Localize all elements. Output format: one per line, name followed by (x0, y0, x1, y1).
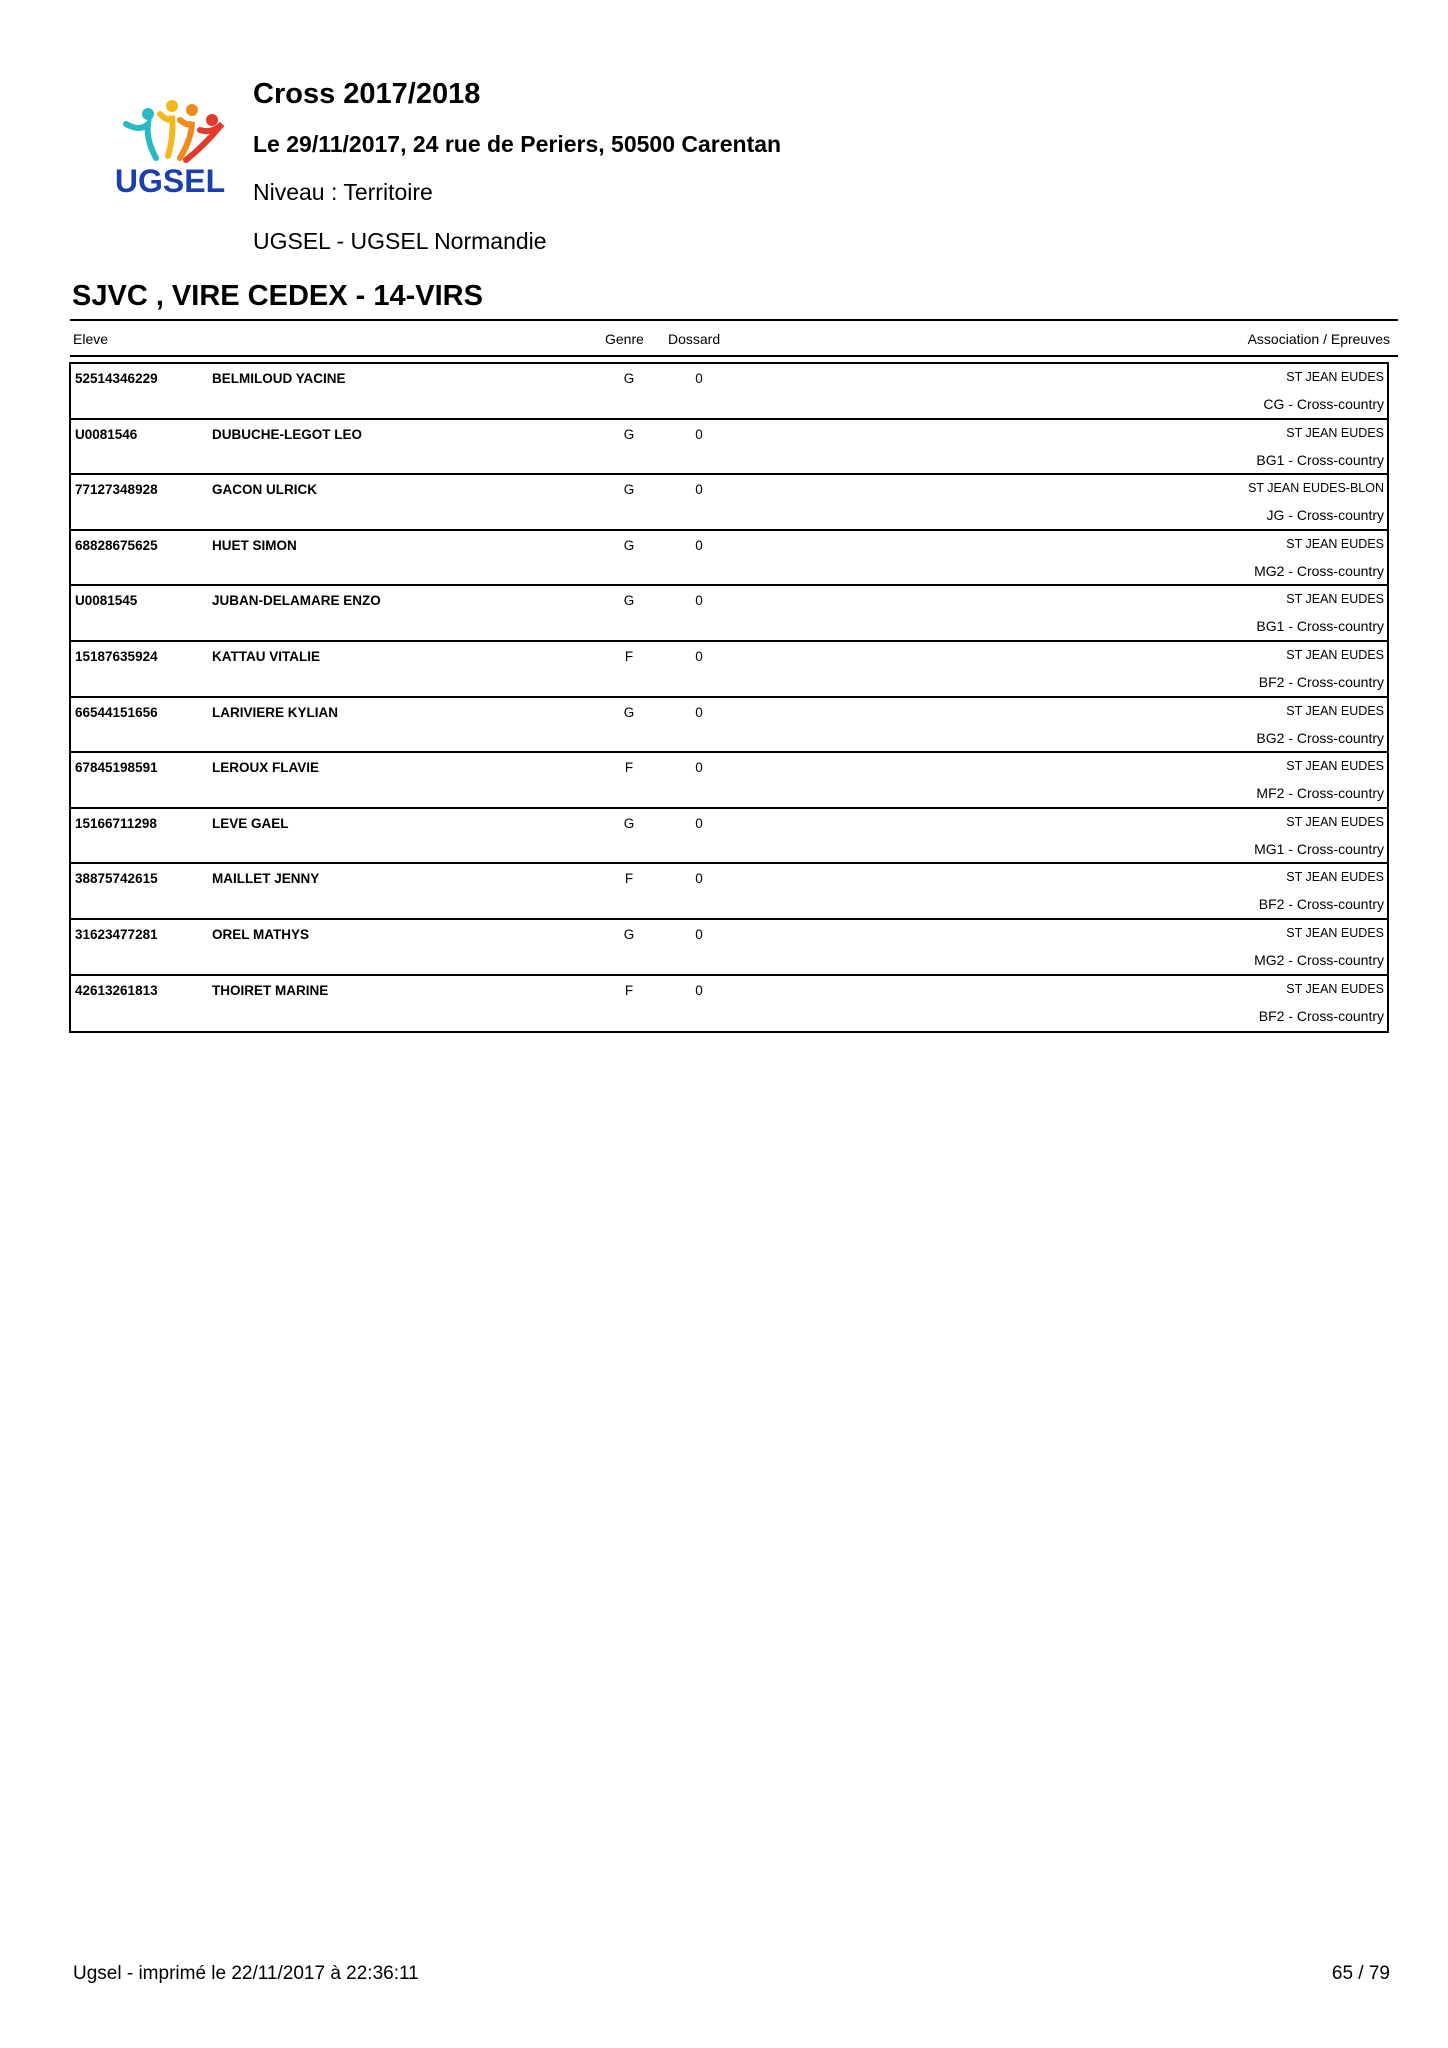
student-id: 52514346229 (75, 371, 158, 386)
event-date-location: Le 29/11/2017, 24 rue de Periers, 50500 Carentan (253, 131, 782, 157)
table-row (71, 809, 1387, 865)
student-dossard: 0 (695, 815, 703, 831)
table-row (71, 920, 1387, 976)
student-association: ST JEAN EUDES (1286, 592, 1384, 607)
student-association: ST JEAN EUDES (1286, 814, 1384, 829)
student-dossard: 0 (695, 760, 703, 776)
student-dossard: 0 (695, 871, 703, 887)
student-association: ST JEAN EUDES (1286, 870, 1384, 885)
student-id: 67845198591 (75, 760, 158, 776)
student-genre: G (623, 426, 635, 442)
student-name: THOIRET MARINE (212, 982, 329, 998)
student-name: LEROUX FLAVIE (212, 760, 320, 776)
table-row (71, 364, 1387, 420)
column-header-eleve: Eleve (73, 331, 109, 347)
student-dossard: 0 (695, 482, 703, 498)
student-name: HUET SIMON (212, 537, 297, 553)
student-event: MF2 - Cross-country (1256, 785, 1384, 802)
student-id: 15166711298 (75, 815, 157, 831)
page-title: Cross 2017/2018 (253, 78, 481, 110)
student-name: KATTAU VITALIE (212, 648, 320, 664)
student-association: ST JEAN EUDES (1286, 759, 1384, 774)
student-id: U0081545 (75, 593, 138, 609)
student-id: 31623477281 (75, 926, 158, 942)
student-id: 42613261813 (75, 982, 158, 998)
svg-text:UGSEL: UGSEL (114, 163, 226, 199)
student-genre: G (623, 537, 635, 553)
student-association: ST JEAN EUDES (1286, 647, 1384, 662)
student-name: BELMILOUD YACINE (212, 371, 346, 386)
student-dossard: 0 (695, 537, 703, 553)
student-name: MAILLET JENNY (212, 871, 320, 887)
student-dossard: 0 (695, 593, 703, 609)
student-genre: G (623, 371, 635, 386)
student-dossard: 0 (695, 426, 703, 442)
student-event: BF2 - Cross-country (1258, 1007, 1384, 1024)
student-dossard: 0 (695, 648, 703, 664)
student-id: 68828675625 (75, 537, 158, 553)
student-id: 38875742615 (75, 871, 158, 887)
student-genre: F (624, 760, 634, 776)
event-organization: UGSEL - UGSEL Normandie (253, 228, 547, 254)
student-genre: F (624, 648, 634, 664)
student-event: MG2 - Cross-country (1254, 951, 1384, 968)
student-event: MG1 - Cross-country (1254, 840, 1384, 857)
event-level: Niveau : Territoire (253, 179, 433, 205)
student-genre: G (623, 704, 635, 720)
student-association: ST JEAN EUDES (1286, 925, 1384, 940)
table-row (71, 698, 1387, 754)
student-name: OREL MATHYS (212, 926, 310, 942)
student-dossard: 0 (695, 704, 703, 720)
student-genre: G (623, 593, 635, 609)
student-association: ST JEAN EUDES (1286, 536, 1384, 551)
table-row (71, 475, 1387, 531)
student-event: BF2 - Cross-country (1258, 896, 1384, 913)
column-header-genre: Genre (605, 331, 644, 347)
student-name: JUBAN-DELAMARE ENZO (212, 593, 381, 609)
table-row (71, 976, 1387, 1032)
student-event: JG - Cross-country (1266, 507, 1384, 524)
table-row (71, 864, 1387, 920)
divider (70, 355, 1398, 357)
student-association: ST JEAN EUDES-BLON (1248, 481, 1384, 496)
student-dossard: 0 (695, 982, 703, 998)
student-id: U0081546 (75, 426, 138, 442)
table-row (71, 531, 1387, 587)
ugsel-logo (100, 80, 240, 210)
student-id: 66544151656 (75, 704, 158, 720)
student-name: DUBUCHE-LEGOT LEO (212, 426, 362, 442)
student-id: 77127348928 (75, 482, 158, 498)
table-row (71, 586, 1387, 642)
student-association: ST JEAN EUDES (1286, 981, 1384, 996)
student-name: GACON ULRICK (212, 482, 317, 498)
table-row (71, 420, 1387, 476)
student-event: BG1 - Cross-country (1256, 618, 1384, 635)
page-number: 65 / 79 (1331, 1963, 1390, 1984)
column-header-association: Association / Epreuves (1247, 331, 1390, 347)
student-genre: G (623, 926, 635, 942)
student-genre: G (623, 482, 635, 498)
student-genre: G (623, 815, 635, 831)
ugsel-logo-icon (100, 80, 240, 210)
print-timestamp: Ugsel - imprimé le 22/11/2017 à 22:36:11 (73, 1963, 419, 1984)
student-genre: F (624, 871, 634, 887)
student-genre: F (624, 982, 634, 998)
student-association: ST JEAN EUDES (1286, 425, 1384, 440)
student-event: BF2 - Cross-country (1258, 673, 1384, 690)
student-event: MG2 - Cross-country (1254, 562, 1384, 579)
student-association: ST JEAN EUDES (1286, 370, 1384, 384)
divider (70, 319, 1398, 321)
student-association: ST JEAN EUDES (1286, 703, 1384, 718)
student-dossard: 0 (695, 926, 703, 942)
student-id: 15187635924 (75, 648, 158, 664)
student-event: BG1 - Cross-country (1256, 451, 1384, 468)
table-row (71, 642, 1387, 698)
student-name: LEVE GAEL (212, 815, 289, 831)
student-name: LARIVIERE KYLIAN (212, 704, 339, 720)
participants-table (69, 362, 1389, 1033)
column-header-dossard: Dossard (668, 331, 721, 347)
student-dossard: 0 (695, 371, 703, 386)
student-event: CG - Cross-country (1263, 396, 1384, 412)
table-row (71, 753, 1387, 809)
student-event: BG2 - Cross-country (1256, 729, 1384, 746)
school-heading: SJVC , VIRE CEDEX - 14-VIRS (72, 280, 483, 312)
